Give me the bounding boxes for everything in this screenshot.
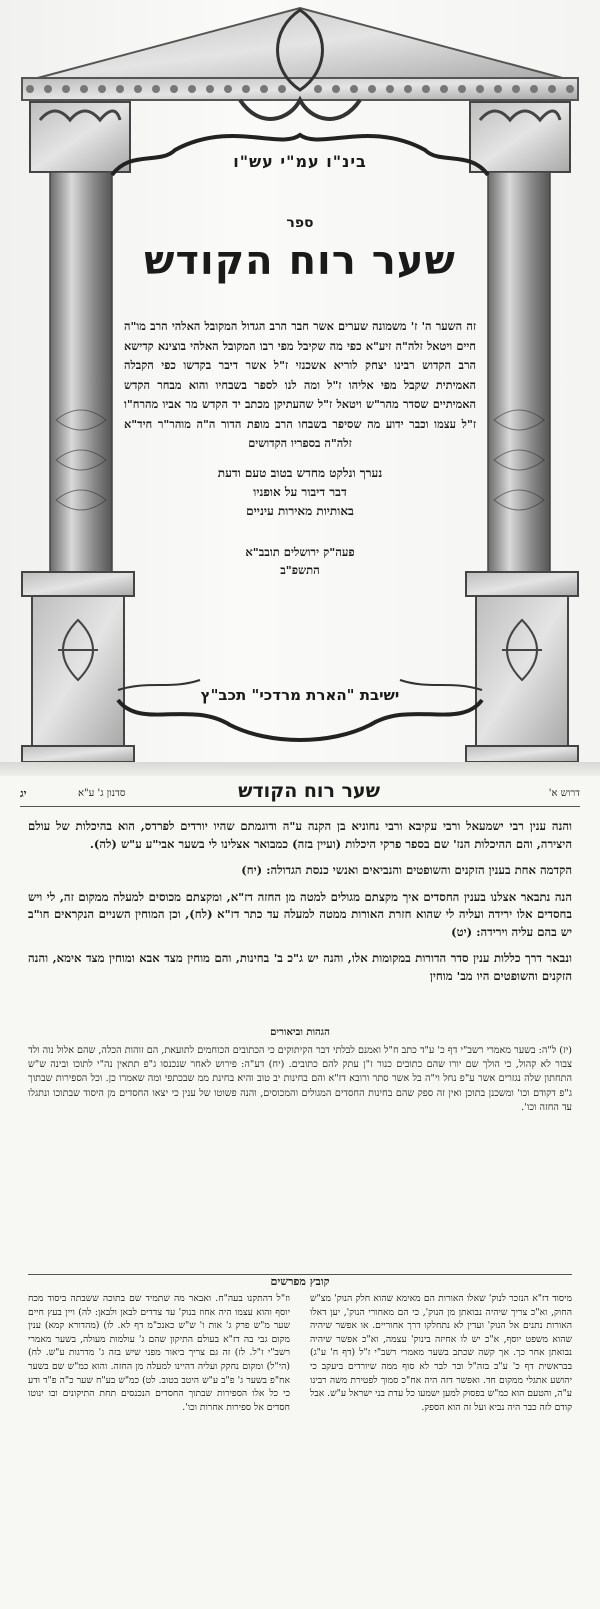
- title-page: [0, 0, 600, 780]
- main-text: [28, 818, 572, 994]
- edition-line-3: באותיות מאירות עיניים: [246, 503, 354, 518]
- edition-note: [118, 464, 482, 521]
- paragraph: ונבאר דרך כללות ענין סדר הדורות במקומות אלו, והנה יש ג"כ ב' בחינות, והם מוחין מצד אבא ומוחין מצד אימא, והנה הזקנים והשופטים היו מב' מוחין: [28, 951, 572, 983]
- commentary-column-left: וז"ל דהתקנו בעה"ח. ואבאר מה שתמיד שם בתוכה ששבתה ביסוד מכח יוסף והוא עצמו היה אחוז בנוק' עד צדדים לבאן ולבאן: לה) ויין בעץ חיים שער מ"ש פרק ג' אות ו' ש"ש כאנכ"מ דף לא. לו) (מהדורא קמא) ענין מקום גבי בה דז"א בעולם התיקון שהם ג' עולמות מעולה, בשער מאמרי רשב"י ז"ל. לז) זה גם צריך ביאור מפני שיש בזה ג' מדרגות ע"ש. לח) (הי"ל) ומקום נחקק ועליה דהיינו למעלה מן החזה. והוא כמ"ש שם בשער אח"פ בשער ג' פ"ב ע"ש היטב בטוב. לט) כמ"ש בע"ח שער כ"ה פ"ד ודע כי כל אלו הספירות שבתוך החסדים הנכנסים תחת התיקונים ובו ינוטו חסדים אל ספירות אחרות וכו'.: [28, 1293, 290, 1413]
- text-page: [0, 776, 600, 1609]
- header-section: דרוש א': [548, 788, 580, 799]
- edition-line-1: נערך ונלקט מחדש בטוב טעם ודעת: [217, 465, 383, 480]
- running-header: [20, 780, 580, 807]
- page-divider: [0, 762, 600, 776]
- paragraph: והנה ענין רבי ישמעאל ורבי עקיבא ורבי נחוניא בן הקנה ע"ה ודוגמתם שהיו יורדים לפרדס, הוא בהיכלות של עולם היצירה, והם ההיכלות הנז' שם בספר פרקי היכלות (ועיין בזה) כמבואר אצלינו לי בשער אבי"ע ע"ש (לה).: [28, 819, 572, 851]
- book-title: שער רוח הקודש: [144, 238, 456, 284]
- sefer-label: ספר: [286, 215, 314, 231]
- publisher-yeshiva: ישיבת "הארת מרדכי" תכב"ץ: [200, 686, 400, 704]
- book-description: זה השער ה' ז' משמונה שערים אשר חבר הרב הגדול המקובל האלהי הרב מו"ה חיים ויטאל זלה"ה זיע"א כפי מה שקיבל מפי רבו המקובל האלהי בוצינא קדישא הרב הקדוש רבינו יצחק לוריא אשכנזי ז"ל אשר דיבר בקדשו כפי הקבלה האמיתית שקבל מפי אליהו ז"ל ומה לנו לספר בשבחיו והוא מבחר הקדש האמיתיים שסדר מהר"ש ויטאל ז"ל שהעתיקן מכתב יד הקדש מר אביו מהרח"ו ז"ל עצמו וכבר ידוע מה שסיפר בשבחו הרב מופת הדור ה"ה מוהר"ר חיד"א זלה"ה בספריו הקדושים: [124, 319, 476, 450]
- place-line-1: פעה"ק ירושלים תובב"א: [245, 544, 355, 559]
- publication-place: [118, 543, 482, 579]
- title-page-content: [118, 140, 482, 740]
- commentaries-heading: קובץ מפרשים: [28, 1274, 572, 1288]
- place-line-2: התשפ"ב: [280, 562, 320, 577]
- commentary-column-right: מיסוד דז"א הנזכר לנוק' שאלו האורות הם מאימא שהוא חלק הנוק' מצ"ש החוק, וא"כ צריך שיהיה נבואתן מן הנוק', כי הם מאחורי הנוק', יען דאלו האורות נתנים אל הנוק' ועדין לא נתחלקו דרך אחוריים. או אפשר שיהיה שהוא משפט יוסף, א"כ יש לו אחיזה בינוק' עצמה, וא"כ אפשר שיהיה נבואתן אחר כך. אך קשה שכתב בשער מאמרי רשב"י ז"ל (דף ח' ע"ג) בבראשית דף כ' ע"ב בזה"ל ובר לבר לא סוף ממה שיורדים ביעקב כי יהושע אתגלי ממקום חד. ואפשר דזה היה אח"כ סמוך לפטירת משה רבינו ע"ה, והטעם הוא כמ"ש בפסוק למען ישמעו כל עדת בני ישראל ע"ש. אבל קודם לזה כבר היה נביא ועל זה הוא הספק.: [310, 1293, 572, 1413]
- page-number: יג: [20, 787, 27, 800]
- glosses-text: (יז) ל"ה: בשער מאמרי רשב"י דף כ' ע"ד כתב ח"ל ואמנם לבלתי דבר הקיתוקים כי הכתובים הכוחמים לתועאת, הם זוהות הכלה, שהם אלול נוה ולד צבור לא קהול, כי הולך שם יורו שהם כתובים כנור ז"ן עתק להם כתובים. (יח) דע"ה: פירוש לאחר שנכנסו ג"פ תתאין נה"י לתוכו ובינה ש"ש התחתון שלה נגזרים אשר ע"פ נחל וי"ה בל אשר סתר ורובא דז"א והם בחינות יב טוב והיא בחינת ממ שבכתפי ומה שאמרו כן. וכל הספירות שבתוך ג"פ דקודם וכו' ומשכנן בתוכן ואין זה ספק שהם בחינות החסדים המגולים והמכוסים, והנה פשוטו של ענין כי יצאו החסדים מן היסוד שבתוכו ונתגלו עד החזה וכו'.: [28, 1045, 572, 1113]
- paragraph: הנה נתבאר אצלנו בענין החסדים איך מקצתם מגולים למטה מן החזה דז"א, ומקצתם מכוסים למעלה ממקום זה, לי ויש בחסדים אלו ירידה ועליה לי שהוא חזרת האורות ממטה למעלה עד כתר דז"א (לח), וכן המוחין השניים הנקראים חו"ב יש בהם עליה וירידה: (יט): [28, 889, 572, 939]
- commentaries-columns: [28, 1292, 572, 1602]
- glosses-heading: הגהות וביאורים: [270, 1027, 330, 1038]
- header-folio: סדנון ג' ע"א: [78, 788, 126, 799]
- header-title: שער רוח הקודש: [238, 780, 380, 802]
- blessing-line: בינ"ו עמ"י עש"ו: [233, 152, 367, 171]
- edition-line-2: דבר דיבור על אופניו: [253, 484, 347, 499]
- section-heading: הקדמה אחת בענין הזקנים והשופטים והנביאים ואנשי כנסת הגדולה: (יח): [241, 863, 572, 877]
